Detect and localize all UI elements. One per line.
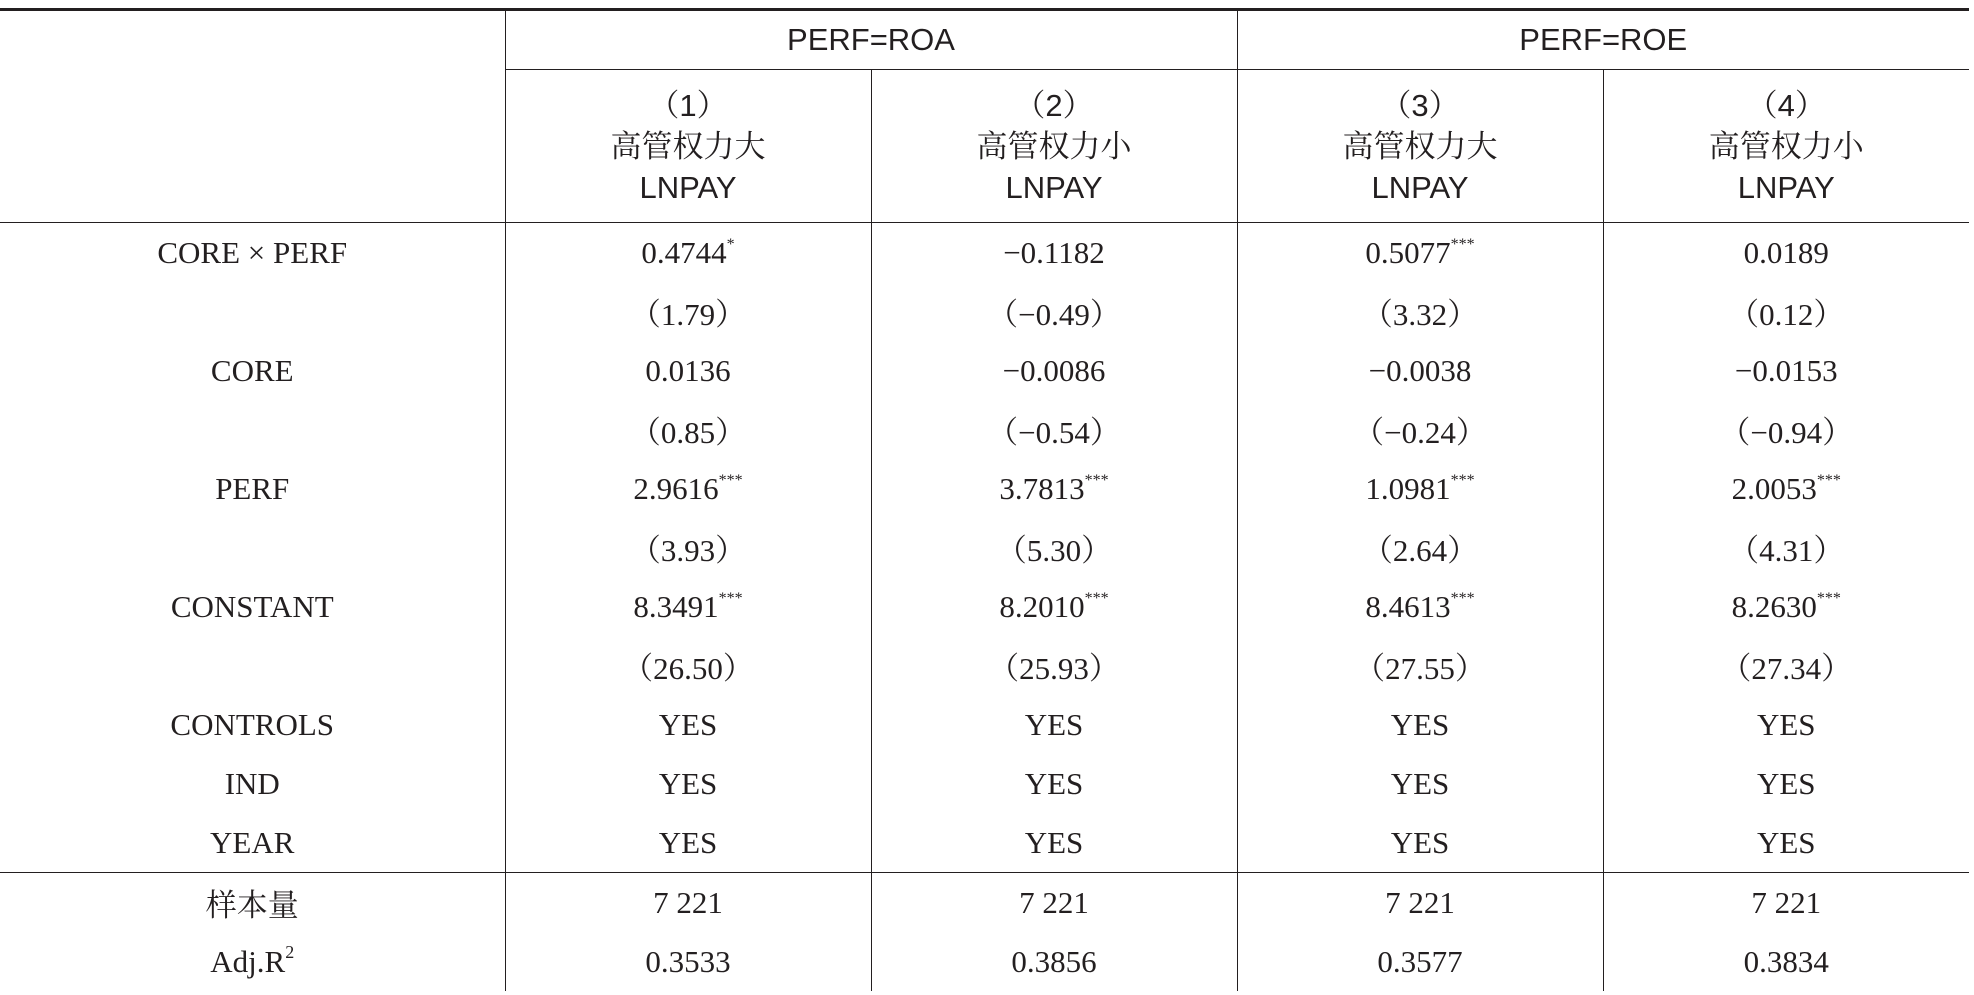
table-cell — [1237, 400, 1603, 459]
table-cell — [1603, 695, 1969, 754]
column-number: （3） — [1380, 87, 1460, 123]
cell-value: （1.79） — [629, 297, 747, 332]
table-cell — [871, 695, 1237, 754]
cell-value: 3.7813 — [999, 470, 1085, 506]
table-row — [0, 518, 1969, 577]
cell-value: 2.9616 — [633, 470, 719, 506]
cell-value: （−0.54） — [987, 415, 1121, 450]
cell-value: 0.4744 — [641, 234, 727, 270]
column-dependent-variable: LNPAY — [1737, 169, 1835, 205]
cell-value: 7 221 — [1751, 884, 1822, 920]
cell-value: YES — [1024, 706, 1084, 742]
table-cell — [1237, 932, 1603, 991]
table-cell — [871, 223, 1237, 283]
table-cell — [1237, 813, 1603, 873]
stub-header-cell — [0, 10, 505, 223]
table-cell — [505, 518, 871, 577]
cell-value: 7 221 — [653, 884, 723, 920]
group-header-roa: PERF=ROA — [505, 10, 1237, 70]
cell-value: 8.4613 — [1365, 588, 1451, 624]
row-label — [0, 873, 505, 933]
table-cell — [1603, 932, 1969, 991]
table-row — [0, 282, 1969, 341]
row-label-text: YEAR — [210, 824, 295, 860]
column-group-label: 高管权力小 — [1708, 128, 1864, 164]
row-label — [0, 400, 505, 459]
cell-value: YES — [1390, 706, 1450, 742]
cell-value: （0.85） — [629, 415, 747, 450]
table-row — [0, 873, 1969, 933]
cell-value: YES — [1390, 824, 1450, 860]
table-cell — [505, 577, 871, 636]
table-cell — [1237, 341, 1603, 400]
group-header-roe: PERF=ROE — [1237, 10, 1969, 70]
table-row — [0, 636, 1969, 695]
row-label — [0, 223, 505, 283]
table-cell — [871, 873, 1237, 933]
column-number: （2） — [1014, 87, 1094, 123]
cell-value: −0.0153 — [1734, 352, 1838, 388]
cell-value: （27.55） — [1354, 651, 1486, 686]
table-cell — [1237, 754, 1603, 813]
column-dependent-variable: LNPAY — [1005, 169, 1103, 205]
cell-value: 0.5077 — [1365, 234, 1451, 270]
table-cell — [505, 813, 871, 873]
row-label-text: CONTROLS — [170, 706, 335, 742]
table-cell — [1603, 636, 1969, 695]
cell-value: （26.50） — [622, 651, 754, 686]
row-label-text: 样本量 — [205, 888, 299, 923]
row-label-text: CORE × PERF — [157, 234, 348, 270]
table-cell — [505, 341, 871, 400]
cell-value: （4.31） — [1728, 533, 1845, 568]
cell-value: （27.34） — [1720, 651, 1853, 686]
cell-value: −0.1182 — [1003, 234, 1105, 270]
table-row — [0, 754, 1969, 813]
table-row — [0, 341, 1969, 400]
table-cell — [505, 695, 871, 754]
cell-value: 0.3577 — [1377, 943, 1463, 979]
cell-value: 7 221 — [1385, 884, 1455, 920]
significance-stars: *** — [1450, 589, 1475, 607]
significance-stars: *** — [1084, 471, 1109, 489]
table-cell — [505, 932, 871, 991]
table-cell — [1603, 400, 1969, 459]
cell-value: 0.0189 — [1743, 234, 1829, 270]
row-label — [0, 754, 505, 813]
table-cell — [505, 754, 871, 813]
column-group-label: 高管权力大 — [610, 128, 766, 164]
table-cell — [505, 459, 871, 518]
regression-table — [0, 8, 1969, 991]
table-cell — [1603, 282, 1969, 341]
cell-value: −0.0038 — [1368, 352, 1472, 388]
row-label-text: IND — [224, 765, 280, 801]
table-cell — [1603, 754, 1969, 813]
table-cell — [505, 873, 871, 933]
table-row — [0, 695, 1969, 754]
row-label — [0, 282, 505, 341]
table-cell — [1237, 459, 1603, 518]
column-group-label: 高管权力小 — [976, 128, 1132, 164]
cell-value: YES — [1756, 765, 1816, 801]
cell-value: −0.0086 — [1002, 352, 1106, 388]
cell-value: （−0.49） — [987, 297, 1121, 332]
significance-stars: *** — [1450, 471, 1475, 489]
row-label — [0, 932, 505, 991]
cell-value: （2.64） — [1361, 533, 1479, 568]
row-label — [0, 459, 505, 518]
column-group-label: 高管权力大 — [1342, 128, 1498, 164]
column-header-3 — [1237, 70, 1603, 223]
table-cell — [871, 518, 1237, 577]
cell-value: 7 221 — [1019, 884, 1089, 920]
cell-value: YES — [658, 706, 718, 742]
table-cell — [1237, 577, 1603, 636]
cell-value: 2.0053 — [1731, 470, 1817, 506]
row-label-text: Adj.R — [210, 943, 286, 979]
column-dependent-variable: LNPAY — [1371, 169, 1469, 205]
table-cell — [1237, 282, 1603, 341]
cell-value: YES — [1756, 824, 1816, 860]
table-cell — [1237, 636, 1603, 695]
table-cell — [1237, 518, 1603, 577]
column-number: （1） — [648, 87, 728, 123]
table-cell — [871, 577, 1237, 636]
table-row — [0, 813, 1969, 873]
row-label — [0, 518, 505, 577]
table-cell — [505, 400, 871, 459]
table-cell — [871, 282, 1237, 341]
table-cell — [1237, 873, 1603, 933]
table-cell — [871, 932, 1237, 991]
group-header-row — [0, 10, 1969, 70]
significance-stars: *** — [718, 589, 743, 607]
significance-stars: *** — [718, 471, 743, 489]
row-label-superscript: 2 — [285, 941, 295, 962]
table-cell — [505, 636, 871, 695]
row-label-text: PERF — [215, 470, 290, 506]
table-row — [0, 932, 1969, 991]
row-label — [0, 695, 505, 754]
column-header-1 — [505, 70, 871, 223]
cell-value: 8.2010 — [999, 588, 1085, 624]
table-cell — [871, 813, 1237, 873]
cell-value: （3.93） — [629, 533, 747, 568]
table-row — [0, 400, 1969, 459]
table-cell — [871, 636, 1237, 695]
significance-stars: *** — [1084, 589, 1109, 607]
cell-value: 8.2630 — [1731, 588, 1817, 624]
table-cell — [871, 341, 1237, 400]
table-cell — [505, 282, 871, 341]
column-dependent-variable: LNPAY — [639, 169, 737, 205]
cell-value: （25.93） — [988, 651, 1120, 686]
column-number: （4） — [1746, 87, 1826, 123]
cell-value: （−0.24） — [1353, 415, 1487, 450]
cell-value: 8.3491 — [633, 588, 719, 624]
table-cell — [1237, 223, 1603, 283]
cell-value: YES — [1390, 765, 1450, 801]
table-cell — [1603, 873, 1969, 933]
significance-stars: *** — [1450, 235, 1475, 253]
cell-value: YES — [658, 765, 718, 801]
table-row — [0, 459, 1969, 518]
table-cell — [871, 754, 1237, 813]
row-label-text: CORE — [210, 352, 294, 388]
cell-value: （−0.94） — [1719, 415, 1854, 450]
table-cell — [1603, 223, 1969, 283]
table-cell — [1603, 341, 1969, 400]
table-cell — [1237, 695, 1603, 754]
table-cell — [505, 223, 871, 283]
cell-value: 0.3533 — [645, 943, 731, 979]
cell-value: （3.32） — [1361, 297, 1479, 332]
table-cell — [1603, 518, 1969, 577]
significance-stars: * — [726, 235, 735, 253]
cell-value: （0.12） — [1728, 297, 1845, 332]
significance-stars: *** — [1816, 589, 1841, 607]
row-label-text: CONSTANT — [170, 588, 334, 624]
table-row — [0, 223, 1969, 283]
cell-value: YES — [658, 824, 718, 860]
row-label — [0, 813, 505, 873]
table-cell — [1603, 577, 1969, 636]
significance-stars: *** — [1816, 471, 1841, 489]
cell-value: 0.0136 — [645, 352, 731, 388]
cell-value: YES — [1756, 706, 1816, 742]
table-cell — [1603, 813, 1969, 873]
table-cell — [871, 459, 1237, 518]
row-label — [0, 577, 505, 636]
cell-value: YES — [1024, 765, 1084, 801]
table-cell — [1603, 459, 1969, 518]
table-cell — [871, 400, 1237, 459]
row-label — [0, 341, 505, 400]
cell-value: （5.30） — [995, 533, 1113, 568]
row-label — [0, 636, 505, 695]
cell-value: YES — [1024, 824, 1084, 860]
cell-value: 0.3856 — [1011, 943, 1097, 979]
cell-value: 1.0981 — [1365, 470, 1451, 506]
table-row — [0, 577, 1969, 636]
column-header-4 — [1603, 70, 1969, 223]
column-header-2 — [871, 70, 1237, 223]
cell-value: 0.3834 — [1743, 943, 1829, 979]
